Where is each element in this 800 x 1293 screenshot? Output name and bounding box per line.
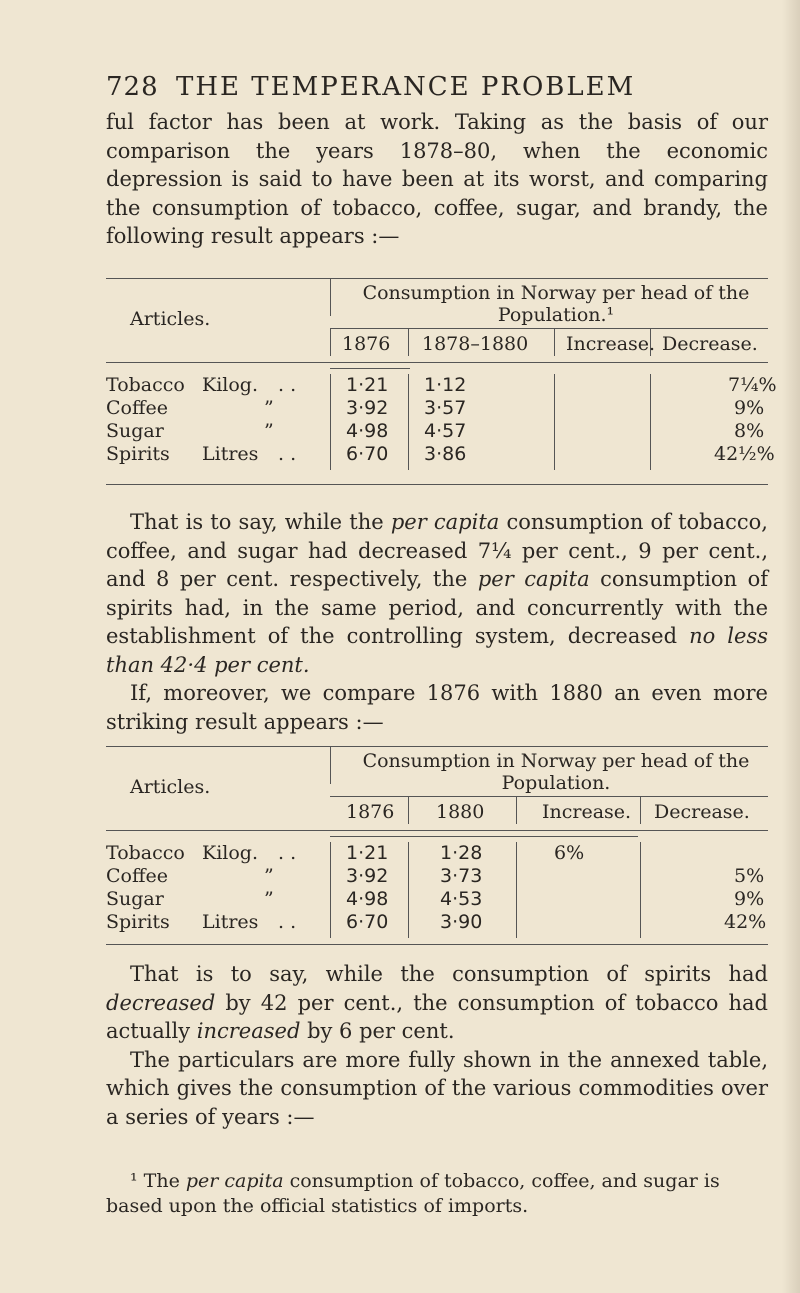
value-1880: 3·90 bbox=[440, 911, 483, 933]
row-unit: ” bbox=[264, 397, 274, 419]
value-decrease: 5% bbox=[734, 865, 765, 887]
row-leader-dots: . . bbox=[278, 374, 297, 396]
table-group-header: Consumption in Norway per head of the Population.¹ bbox=[362, 282, 750, 326]
value-1880: 4·53 bbox=[440, 888, 483, 910]
value-decrease: 9% bbox=[734, 397, 765, 419]
row-leader-dots: . . bbox=[278, 443, 297, 465]
col-header-1876: 1876 bbox=[346, 801, 395, 823]
table-divider bbox=[554, 328, 555, 356]
row-leader-dots: . . bbox=[278, 842, 297, 864]
table-divider bbox=[408, 842, 409, 938]
col-header-1880: 1880 bbox=[436, 801, 485, 823]
value-decrease: 42% bbox=[724, 911, 767, 933]
value-1878-1880: 3·57 bbox=[424, 397, 467, 419]
table-rule bbox=[330, 368, 410, 369]
table-rule bbox=[106, 944, 768, 945]
value-1876: 1·21 bbox=[346, 374, 389, 396]
table-rule bbox=[106, 484, 768, 485]
table-rule bbox=[330, 796, 768, 797]
paragraph-4-text: That is to say, while the consumption of spirits had decreased by 42 per cent., the consumption of tobacco had actually increased by 6 per cent. bbox=[106, 962, 768, 1043]
table-divider bbox=[408, 374, 409, 470]
row-unit: ” bbox=[264, 420, 274, 442]
table-divider bbox=[330, 374, 331, 470]
row-article-name: Sugar bbox=[106, 888, 164, 910]
table-divider bbox=[330, 746, 331, 784]
row-article-name: Coffee bbox=[106, 397, 168, 419]
row-unit: Kilog. bbox=[202, 374, 258, 396]
value-1876: 6·70 bbox=[346, 911, 389, 933]
table-rule bbox=[106, 746, 768, 747]
paragraph-4 bbox=[106, 960, 768, 1131]
value-decrease: 9% bbox=[734, 888, 765, 910]
row-article-name: Spirits bbox=[106, 911, 170, 933]
table-divider bbox=[650, 374, 651, 470]
table-divider bbox=[408, 328, 409, 356]
page-number: 728 bbox=[106, 72, 159, 102]
value-increase: 6% bbox=[554, 842, 585, 864]
articles-header: Articles. bbox=[130, 776, 211, 798]
paragraph-1-text: ful factor has been at work. Taking as the basis of our comparison the years 1878–80, when the economic depression is said to have been at its worst, and comparing the consumption of tobacco, coffee, sugar, and brandy, the following result appears :— bbox=[106, 110, 768, 248]
running-title: THE TEMPERANCE PROBLEM bbox=[176, 72, 636, 102]
row-article-name: Spirits bbox=[106, 443, 170, 465]
value-1878-1880: 1·12 bbox=[424, 374, 467, 396]
table-rule bbox=[330, 328, 768, 329]
table-rule bbox=[106, 278, 768, 279]
table-divider bbox=[330, 328, 331, 356]
running-header bbox=[106, 72, 666, 102]
value-1876: 1·21 bbox=[346, 842, 389, 864]
value-1878-1880: 3·86 bbox=[424, 443, 467, 465]
table-divider bbox=[330, 278, 331, 316]
table-divider bbox=[554, 374, 555, 470]
row-article-name: Coffee bbox=[106, 865, 168, 887]
articles-header: Articles. bbox=[130, 308, 211, 330]
footnote-text: ¹ The per capita consumption of tobacco, coffee, and sugar is based upon the official statistics of imports. bbox=[106, 1170, 720, 1217]
col-header-1876: 1876 bbox=[342, 333, 391, 355]
row-article-name: Tobacco bbox=[106, 374, 185, 396]
value-1878-1880: 4·57 bbox=[424, 420, 467, 442]
consumption-table-1 bbox=[106, 278, 777, 488]
value-1876: 6·70 bbox=[346, 443, 389, 465]
value-1876: 3·92 bbox=[346, 397, 389, 419]
value-decrease: 8% bbox=[734, 420, 765, 442]
col-header-increase: Increase. bbox=[542, 801, 632, 823]
row-unit: ” bbox=[264, 865, 274, 887]
table-rule bbox=[106, 362, 768, 363]
table-divider bbox=[330, 842, 331, 938]
col-header-increase: Increase. bbox=[566, 333, 656, 355]
consumption-table-2 bbox=[106, 746, 768, 946]
footnote bbox=[106, 1169, 768, 1219]
row-article-name: Tobacco bbox=[106, 842, 185, 864]
row-unit: ” bbox=[264, 888, 274, 910]
paragraph-5-text: The particulars are more fully shown in the annexed table, which gives the consumption of the various commodities over a series of years :— bbox=[106, 1047, 768, 1129]
table-group-header: Consumption in Norway per head of the Population. bbox=[362, 750, 750, 794]
table-rule bbox=[330, 836, 638, 837]
row-unit: Kilog. bbox=[202, 842, 258, 864]
page-edge-shadow bbox=[782, 0, 800, 1293]
table-divider bbox=[408, 796, 409, 824]
col-header-1878-1880: 1878–1880 bbox=[422, 333, 529, 355]
col-header-decrease: Decrease. bbox=[662, 333, 758, 355]
row-unit: Litres bbox=[202, 443, 259, 465]
table-rule bbox=[106, 830, 768, 831]
table-divider bbox=[516, 796, 517, 824]
row-unit: Litres bbox=[202, 911, 259, 933]
table-divider bbox=[640, 796, 641, 824]
value-1876: 4·98 bbox=[346, 888, 389, 910]
paragraph-2-text: That is to say, while the per capita consumption of tobacco, coffee, and sugar had decreased 7¼ per cent., 9 per cent., and 8 per cent. respectively, the per capita consumption of spirits had, in the same period, and concurrently with the establishment of the controlling system, decreased no less than 42·4 per cent. bbox=[106, 510, 768, 677]
value-1876: 3·92 bbox=[346, 865, 389, 887]
value-decrease: 7¼% bbox=[728, 374, 777, 396]
table-divider bbox=[640, 842, 641, 938]
table-divider bbox=[516, 842, 517, 938]
value-1880: 1·28 bbox=[440, 842, 483, 864]
paragraph-3-text: If, moreover, we compare 1876 with 1880 an even more striking result appears :— bbox=[106, 681, 768, 734]
row-article-name: Sugar bbox=[106, 420, 164, 442]
value-1880: 3·73 bbox=[440, 865, 483, 887]
paragraph-2 bbox=[106, 508, 768, 736]
value-decrease: 42½% bbox=[714, 443, 775, 465]
row-leader-dots: . . bbox=[278, 911, 297, 933]
col-header-decrease: Decrease. bbox=[654, 801, 750, 823]
value-1876: 4·98 bbox=[346, 420, 389, 442]
paragraph-1 bbox=[106, 108, 768, 251]
